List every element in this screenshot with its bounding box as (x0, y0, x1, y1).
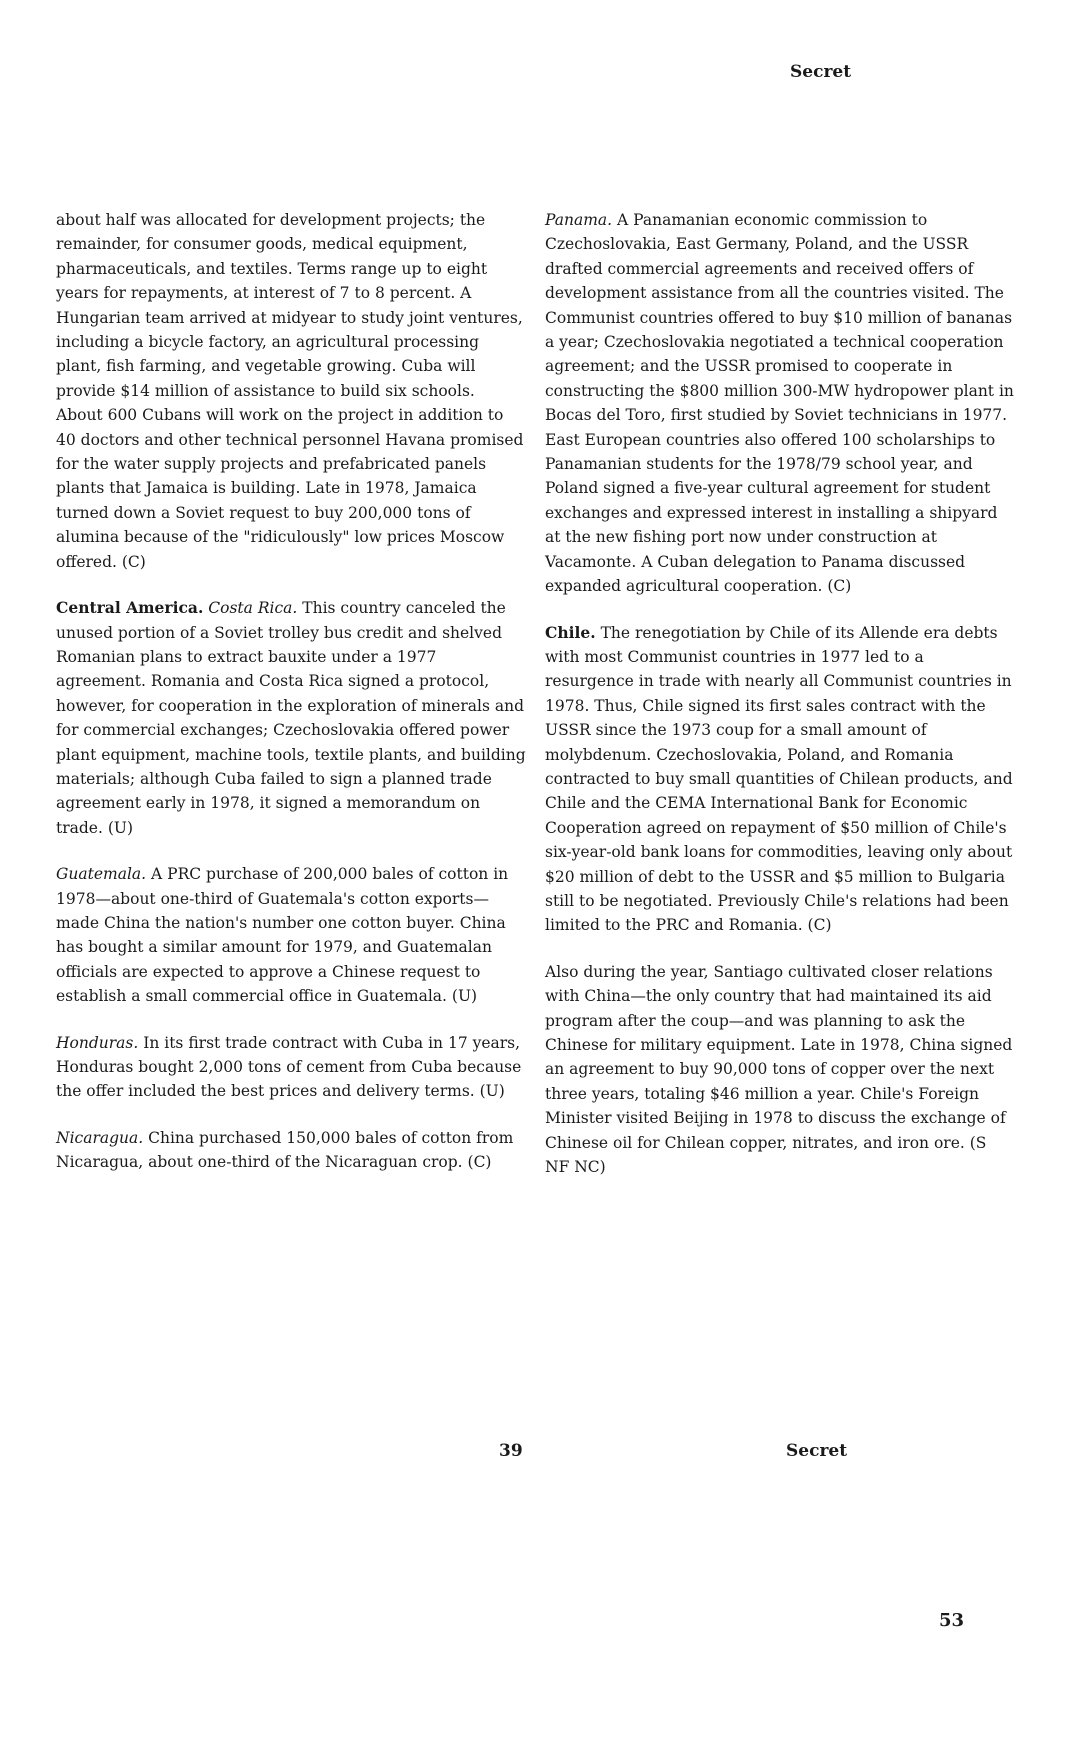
classification-marking-top: Secret (790, 62, 852, 82)
paragraph-text: The renegotiation by Chile of its Allende era debts with most Communist countries in 1977 led to a resurgence in trade with nearly all Communist countries in 1978. Thus, Chile signed its first sales contract with the USSR since the 1973 coup for a small amount of molybdenum. Czechoslovakia, Poland, and Romania contracted to buy small quantities of Chilean products, and Chile and the CEMA International Bank for Economic Cooperation agreed on repayment of $50 million of Chile's six-year-old bank loans for commodities, leaving only about $20 million of debt to the USSR and $5 million to Bulgaria still to be negotiated. Previously Chile's relations had been limited to the PRC and Romania. (C) (545, 623, 1013, 935)
country-heading-guatemala: Guatemala. (56, 865, 147, 884)
paragraph-text: This country canceled the unused portion of a Soviet trolley bus credit and shelved Romanian plans to extract bauxite under a 1977 agreement. Romania and Costa Rica signed a protocol, however, for cooperation in the exploration of minerals and for commercial exchanges; Czechoslovakia offered power plant equipment, machine tools, textile plants, and building materials; although Cuba failed to sign a planned trade agreement early in 1978, it signed a memorandum on trade. (U) (56, 599, 526, 837)
classification-marking-bottom: Secret (786, 1441, 848, 1461)
document-page-number: 53 (939, 1610, 965, 1631)
paragraph-text: about half was allocated for development projects; the remainder, for consumer goods, medical equipment, pharmaceuticals, and textiles. Terms range up to eight years for repayments, at interest of 7 to 8 percent. A Hungarian team arrived at midyear to study joint ventures, including a bicycle factory, an agricultural processing plant, fish farming, and vegetable growing. Cuba will provide $14 million of assistance to build six schools. About 600 Cubans will work on the project in addition to 40 doctors and other technical personnel Havana promised for the water supply projects and prefabricated panels plants that Jamaica is building. Late in 1978, Jamaica turned down a Soviet request to buy 200,000 tons of alumina because of the "ridiculously" low prices Moscow offered. (C) (56, 211, 524, 571)
section-heading-chile: Chile. (545, 622, 596, 642)
country-heading-costa-rica: Costa Rica. (208, 599, 298, 618)
paragraph-chile-china (545, 960, 1015, 1180)
paragraph-guatemala (56, 862, 526, 1008)
paragraph-panama (545, 208, 1015, 599)
paragraph-text: Also during the year, Santiago cultivated closer relations with China—the only country that had maintained its aid program after the coup—and was planning to ask the Chinese for military equipment. Late in 1978, China signed an agreement to buy 90,000 tons of copper over the next three years, totaling $46 million a year. Chile's Foreign Minister visited Beijing in 1978 to discuss the exchange of Chinese oil for Chilean copper, nitrates, and iron ore. (S NF NC) (545, 962, 1013, 1177)
paragraph-costa-rica (56, 596, 526, 840)
section-heading-central-america: Central America. (56, 598, 204, 618)
paragraph-nicaragua (56, 1126, 526, 1175)
paragraph-text: In its first trade contract with Cuba in 17 years, Honduras bought 2,000 tons of cement from Cuba because the offer included the best prices and delivery terms. (U) (56, 1033, 522, 1101)
left-column (56, 208, 526, 1197)
right-column (545, 208, 1015, 1201)
paragraph-text: China purchased 150,000 bales of cotton from Nicaragua, about one-third of the Nicaraguan crop. (C) (56, 1128, 514, 1172)
paragraph-text: A Panamanian economic commission to Czechoslovakia, East Germany, Poland, and the USSR drafted commercial agreements and received offers of development assistance from all the countries visited. The Communist countries offered to buy $10 million of bananas a year; Czechoslovakia negotiated a technical cooperation agreement; and the USSR promised to cooperate in constructing the $800 million 300-MW hydropower plant in Bocas del Toro, first studied by Soviet technicians in 1977. East European countries also offered 100 scholarships to Panamanian students for the 1978/79 school year, and Poland signed a five-year cultural agreement for student exchanges and expressed interest in installing a shipyard at the new fishing port now under construction at Vacamonte. A Cuban delegation to Panama discussed expanded agricultural cooperation. (C) (545, 211, 1014, 596)
paragraph-text: A PRC purchase of 200,000 bales of cotton in 1978—about one-third of Guatemala's cotton exports—made China the nation's number one cotton buyer. China has bought a similar amount for 1979, and Guatemalan officials are expected to approve a Chinese request to establish a small commercial office in Guatemala. (U) (56, 865, 509, 1006)
country-heading-nicaragua: Nicaragua. (56, 1128, 144, 1147)
country-heading-honduras: Honduras. (56, 1033, 139, 1052)
page-number: 39 (499, 1441, 523, 1461)
paragraph-chile (545, 621, 1015, 938)
paragraph-honduras (56, 1031, 526, 1104)
country-heading-panama: Panama. (545, 211, 613, 229)
paragraph-jamaica-continued (56, 208, 526, 574)
